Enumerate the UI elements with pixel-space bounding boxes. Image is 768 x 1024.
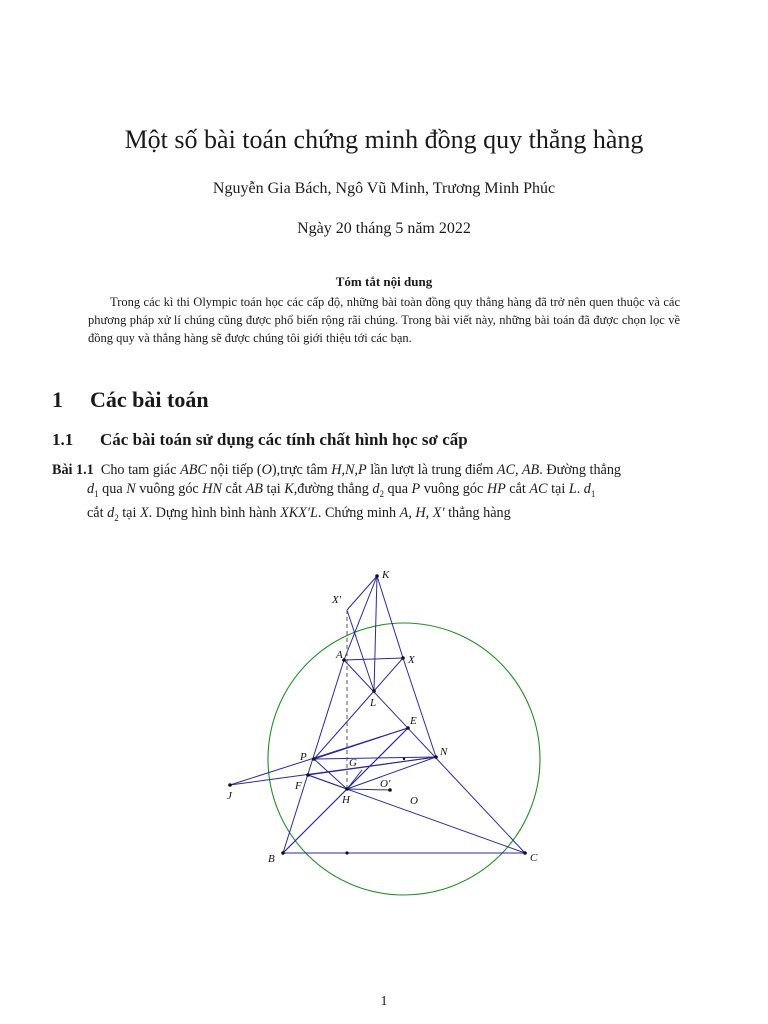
problem-text: nội tiếp ( [206, 462, 262, 478]
point-K [375, 574, 379, 578]
segment-PN [314, 757, 436, 759]
label-N: N [440, 746, 448, 758]
problem-text: ),trực tâm [271, 462, 332, 478]
problem-text: . Dựng hình bình hành [148, 504, 281, 521]
abstract-heading: Tóm tắt nội dung [335, 274, 433, 289]
math: P [411, 481, 421, 497]
math-subscript: 2 [114, 512, 119, 523]
segment-KA [344, 576, 377, 660]
math: HP [486, 481, 506, 497]
math: X [139, 504, 149, 521]
section-number: 1 [52, 387, 63, 412]
math: AC, AB [496, 462, 540, 478]
subsection-number: 1.1 [52, 430, 74, 449]
problem-text: cắt [505, 481, 530, 497]
math: N [126, 481, 136, 497]
label-F: F [295, 780, 302, 792]
math: K [284, 481, 294, 497]
problem-text: vuông góc [420, 481, 487, 497]
label-Op: O' [380, 778, 391, 790]
math-subscript: 2 [379, 488, 384, 499]
problem-text: Cho tam giác [100, 462, 181, 478]
figure-points [228, 574, 527, 855]
problem-text: lần lượt là trung điểm [366, 462, 497, 478]
problem-text: qua [98, 481, 127, 497]
point-L [372, 689, 376, 693]
point-H [345, 787, 349, 791]
problem-text: tại [262, 481, 285, 497]
label-A: A [336, 649, 343, 661]
point-mid-BC [345, 851, 348, 854]
problem-text: . Chứng minh [317, 504, 400, 521]
problem-text: vuông góc [135, 481, 203, 497]
problem-text: . Đường thẳng [539, 462, 622, 478]
math: d [372, 481, 380, 497]
math: H,N,P [331, 462, 367, 478]
math: O [261, 462, 272, 478]
segment-JN [230, 757, 436, 785]
label-X: X [408, 654, 415, 666]
segment-XN [403, 658, 436, 757]
problem-text: tại [547, 481, 569, 497]
point-J [228, 783, 232, 787]
math: ABC [180, 462, 207, 478]
math: d [583, 481, 591, 497]
problem-text: . [576, 481, 584, 497]
segment-XL [374, 658, 403, 691]
math: AC [529, 481, 548, 497]
math-subscript: 1 [94, 488, 99, 499]
problem-text: cắt [221, 481, 246, 497]
label-P: P [300, 751, 307, 763]
math: HN [202, 481, 222, 497]
paper-date: Ngày 20 tháng 5 năm 2022 [297, 220, 471, 237]
paper-title: Một số bài toán chứng minh đồng quy thẳng hàng [124, 125, 644, 154]
math: d [107, 504, 115, 521]
segment-KL [374, 576, 377, 691]
label-G: G [349, 757, 357, 769]
math: L [568, 481, 577, 497]
math-subscript: 1 [590, 488, 596, 499]
segment-KX [377, 576, 403, 658]
problem-text: qua [383, 481, 412, 497]
point-P [312, 757, 316, 761]
label-J: J [227, 790, 232, 802]
point-O [403, 758, 405, 760]
problem-label: Bài 1.1 [52, 462, 94, 478]
point-F [306, 773, 310, 777]
figure-lines [230, 576, 525, 853]
section-title: Các bài toán [90, 387, 209, 412]
segment-AB [283, 660, 344, 853]
problem-text: thẳng hàng [444, 504, 511, 521]
abstract-body: Trong các kì thi Olympic toán học các cấp độ, những bài toàn đồng quy thẳng hàng đã trở nên quen thuộc và các phương pháp xử lí chúng cũng được phổ biến rộng rãi chúng. Trong bài viết này, những bài toán đã được chọn lọc về đồng quy và thẳng hàng sẽ được chúng tôi giới thiệu tới các bạn. [88, 295, 680, 345]
segment-XpL [347, 610, 374, 691]
segment-PH [314, 759, 347, 789]
label-E: E [410, 715, 417, 727]
label-C: C [530, 852, 538, 864]
math: d [87, 481, 95, 497]
math: AB [245, 481, 263, 497]
point-C [523, 851, 527, 855]
point-X [401, 656, 405, 660]
math: XKX′L [280, 504, 318, 521]
segment-AX [344, 658, 403, 660]
label-H: H [342, 794, 350, 806]
problem-text: cắt [87, 504, 108, 521]
math: A, H, X′ [399, 504, 445, 521]
problem-text: tại [118, 504, 140, 521]
label-Xp: X' [332, 594, 342, 606]
point-B [281, 851, 285, 855]
label-O: O [410, 795, 418, 807]
label-B: B [268, 853, 275, 865]
segment-KXp [347, 576, 377, 610]
paper-authors: Nguyễn Gia Bách, Ngô Vũ Minh, Trương Minh Phúc [212, 180, 556, 197]
page-number: 1 [380, 994, 388, 1009]
point-N [434, 755, 438, 759]
segment-NH [347, 757, 436, 789]
segment-FC [308, 775, 525, 853]
label-L: L [370, 697, 377, 709]
label-K: K [382, 569, 390, 581]
problem-text: ,đường thẳng [293, 481, 373, 497]
point-A [342, 658, 346, 662]
subsection-title: Các bài toán sử dụng các tính chất hình học sơ cấp [100, 430, 468, 449]
